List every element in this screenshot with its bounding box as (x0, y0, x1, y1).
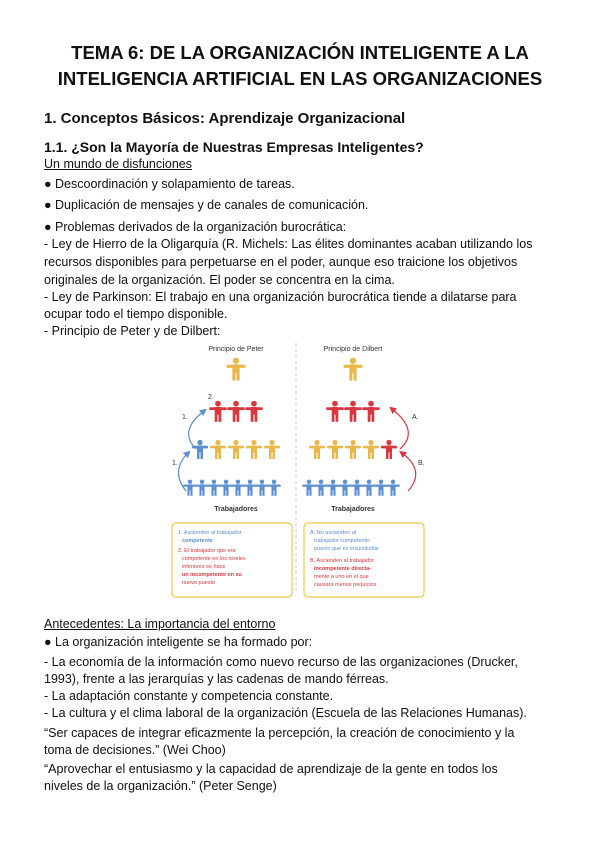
step-b-label: B. (418, 460, 425, 467)
box-line: nuevo puesto (182, 580, 216, 586)
box-line: competente (182, 538, 213, 544)
box-line: trabajador competente: (314, 538, 371, 544)
top-person-icon (226, 358, 245, 381)
step-1-label: 1. (172, 460, 178, 467)
quote-line: toma de decisiones.” (Wei Choo) (44, 743, 226, 757)
yellow-row (309, 440, 397, 459)
quote-line: “Ser capaces de integrar eficazmente la percepción, la creación de conocimiento y la (44, 726, 515, 740)
box-line: mente a uno en el que (314, 574, 369, 580)
text-line: - Ley de Hierro de la Oligarquía (R. Michels: Las élites dominantes acaban utilizando los (44, 237, 533, 251)
step-a-label: A. (412, 414, 419, 421)
text-line: - La economía de la información como nuevo recurso de las organizaciones (Drucker, (44, 655, 518, 669)
red-row (209, 401, 263, 422)
worker-row (302, 480, 400, 496)
subsection-heading: 1.1. ¿Son la Mayoría de Nuestras Empresas Inteligentes? (44, 139, 424, 155)
text-line: recursos disponibles para perpetuarse en el poder, aunque eso traicione los objetivos (44, 255, 518, 269)
box-line: causará menos perjuicios (314, 582, 377, 588)
text-line: 1993), frente a las jerarquías y las cadenas de mando férreas. (44, 672, 389, 686)
promotion-arrow (392, 409, 408, 449)
peter-title: Principio de Peter (208, 346, 264, 353)
box-line: inferiores se hace (182, 564, 226, 570)
yellow-row (192, 440, 280, 459)
box-line: un incompetente en su (182, 572, 242, 578)
box-line: A. No ascienden al (310, 530, 357, 536)
bullet-line: ● Duplicación de mensajes y de canales de comunicación. (44, 198, 369, 212)
step-1-label: 1. (182, 414, 188, 421)
section-heading: 1. Conceptos Básicos: Aprendizaje Organizacional (44, 110, 406, 127)
subtitle-antecedentes: Antecedentes: La importancia del entorno (44, 617, 276, 631)
peter-pyramid (172, 358, 281, 513)
peter-workers-label: Trabajadores (214, 506, 258, 513)
box-line: incompetente directa- (314, 566, 372, 572)
blue-row (192, 440, 208, 459)
bullet-line: ● Descoordinación y solapamiento de tareas. (44, 177, 295, 191)
text-line: originales de la organización. El poder se concentra en la cima. (44, 273, 395, 287)
box-line: 1. Ascienden al trabajador (178, 530, 242, 536)
box-line: 2. El trabajador que era (178, 548, 236, 554)
dilbert-title: Principio de Dilbert (323, 346, 383, 353)
step-2-label: 2. (208, 394, 214, 401)
quote-line: niveles de la organización.” (Peter Senge) (44, 779, 277, 793)
box-line: B. Ascienden al trabajador (310, 558, 375, 564)
red-worker (381, 440, 397, 459)
quote-line: “Aprovechar el entusiasmo y la capacidad de aprendizaje de la gente en todos los (44, 762, 498, 776)
text-line: ocupar todo el tiempo disponible. (44, 307, 228, 321)
text-line: - Principio de Peter y de Dilbert: (44, 324, 221, 338)
bullet-line: ● La organización inteligente se ha formado por: (44, 635, 313, 649)
subtitle-disfunciones: Un mundo de disfunciones (44, 157, 193, 171)
text-line: - La cultura y el clima laboral de la organización (Escuela de las Relaciones Humanas). (44, 706, 527, 720)
worker-row (183, 480, 281, 496)
peter-dilbert-figure (168, 341, 428, 611)
top-person-icon (343, 358, 362, 381)
red-row (326, 401, 380, 422)
promotion-arrow (402, 453, 416, 491)
box-line: puesto que es insustituible (314, 546, 379, 552)
dilbert-pyramid (302, 358, 424, 513)
box-line: competente en los niveles (182, 556, 246, 562)
text-line: - Ley de Parkinson: El trabajo en una organización burocrática tiende a dilatarse para (44, 290, 517, 304)
dilbert-workers-label: Trabajadores (331, 506, 375, 513)
text-line: - La adaptación constante y competencia constante. (44, 689, 334, 703)
bullet-line: ● Problemas derivados de la organización burocrática: (44, 220, 347, 234)
document-title: TEMA 6: DE LA ORGANIZACIÓN INTELIGENTE A LA INTELIGENCIA ARTIFICIAL EN LAS ORGANIZACIONES (57, 42, 543, 89)
